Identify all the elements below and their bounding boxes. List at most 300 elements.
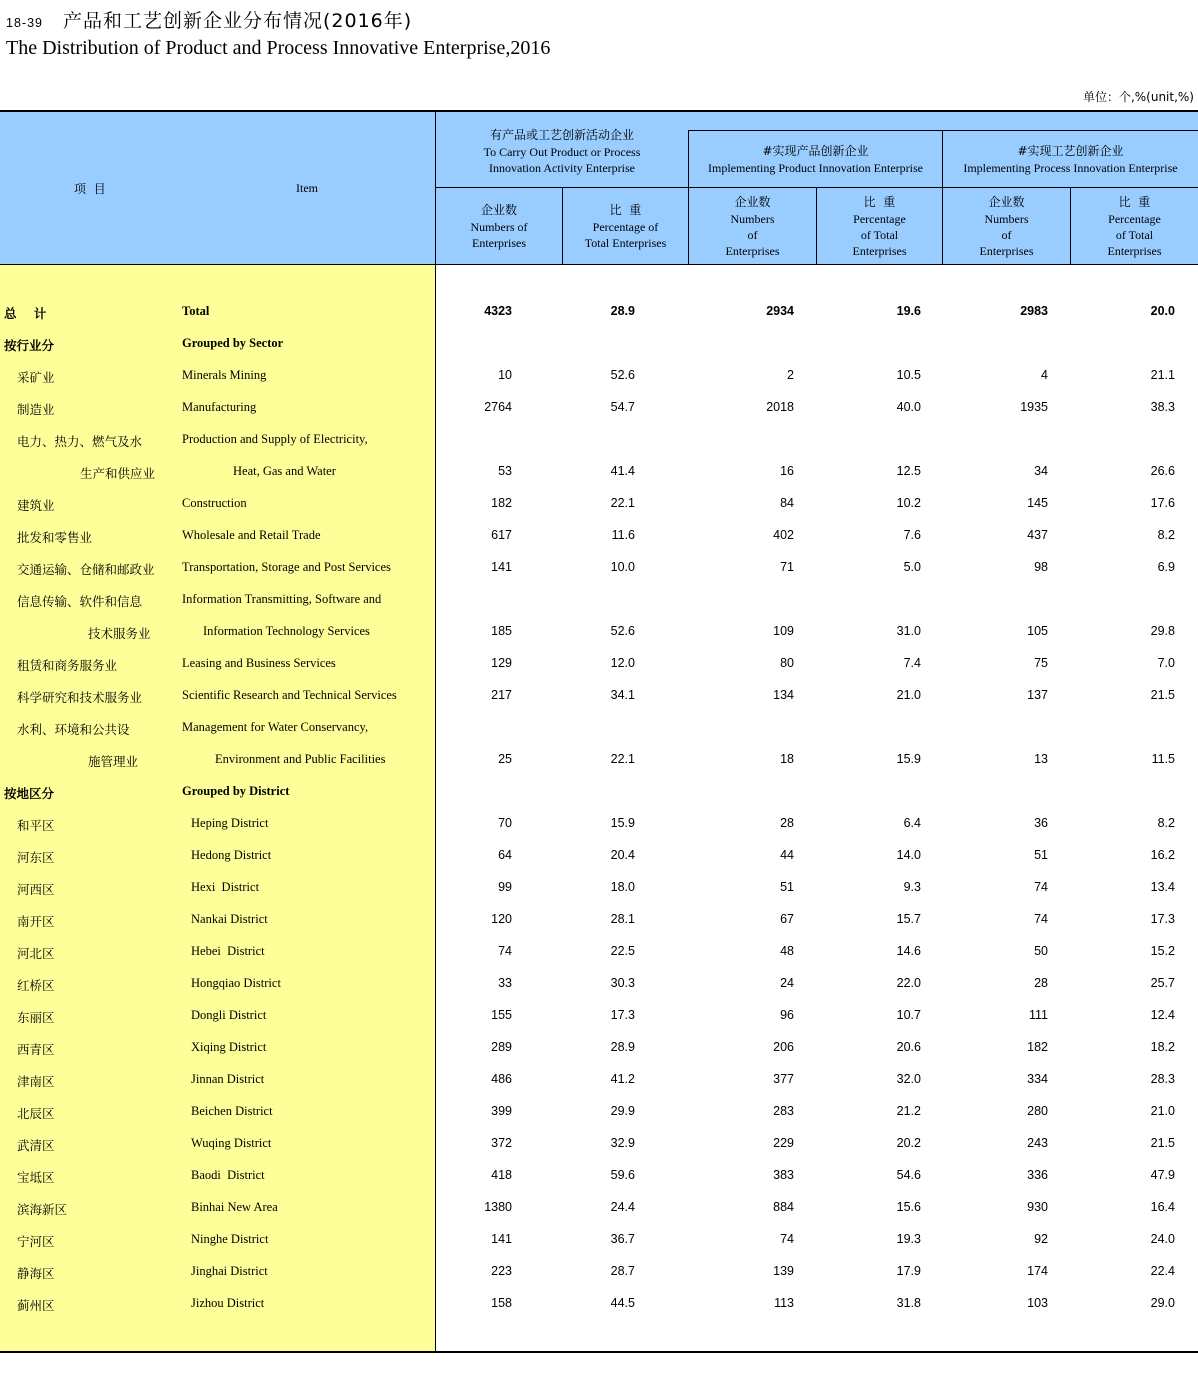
row-label-cn: 东丽区 bbox=[17, 1010, 55, 1025]
row-value-4: 12.5 bbox=[896, 464, 921, 478]
row-value-6: 26.6 bbox=[1150, 464, 1175, 478]
row-value-1: 617 bbox=[491, 528, 512, 542]
row-value-2: 41.4 bbox=[610, 464, 635, 478]
header-c5-en-3: Enterprises bbox=[979, 243, 1034, 258]
row-value-3: 139 bbox=[773, 1264, 794, 1278]
row-label-en: Transportation, Storage and Post Services bbox=[182, 560, 391, 574]
table-row bbox=[0, 776, 1198, 808]
header-divider bbox=[688, 130, 1198, 131]
row-value-1: 418 bbox=[491, 1168, 512, 1182]
header-c1-en-1: Numbers of bbox=[470, 219, 528, 234]
row-label-en: Construction bbox=[182, 496, 247, 510]
row-value-6: 6.9 bbox=[1157, 560, 1175, 574]
row-value-5: 51 bbox=[1034, 848, 1048, 862]
header-group1-en-2: Innovation Activity Enterprise bbox=[489, 160, 635, 175]
row-value-5: 174 bbox=[1027, 1264, 1048, 1278]
header-group1-en-1: To Carry Out Product or Process bbox=[483, 144, 641, 159]
row-value-5: 28 bbox=[1034, 976, 1048, 990]
table-row bbox=[0, 712, 1198, 744]
header-item-area bbox=[0, 112, 436, 265]
row-value-4: 21.0 bbox=[896, 688, 921, 702]
header-c6-cn: 比 重 bbox=[1118, 194, 1151, 209]
row-value-4: 7.6 bbox=[903, 528, 921, 542]
row-value-1: 64 bbox=[498, 848, 512, 862]
row-label-cn: 西青区 bbox=[17, 1042, 55, 1057]
header-col-numbers-2 bbox=[689, 188, 816, 264]
table-row bbox=[0, 1000, 1198, 1032]
header-col-percentage-2 bbox=[817, 188, 942, 264]
row-value-1: 289 bbox=[491, 1040, 512, 1054]
row-label-cn: 按地区分 bbox=[4, 786, 55, 801]
row-value-4: 14.6 bbox=[896, 944, 921, 958]
row-label-en: Leasing and Business Services bbox=[182, 656, 336, 670]
row-value-2: 32.9 bbox=[610, 1136, 635, 1150]
row-value-2: 34.1 bbox=[610, 688, 635, 702]
row-value-6: 11.5 bbox=[1151, 752, 1175, 766]
row-value-1: 53 bbox=[498, 464, 512, 478]
table-row bbox=[0, 1128, 1198, 1160]
row-value-5: 137 bbox=[1027, 688, 1048, 702]
row-value-6: 38.3 bbox=[1150, 400, 1175, 414]
table-row bbox=[0, 680, 1198, 712]
row-label-cn: 水利、环境和公共设 bbox=[17, 722, 130, 737]
row-value-2: 44.5 bbox=[610, 1296, 635, 1310]
row-value-6: 8.2 bbox=[1157, 528, 1175, 542]
row-value-1: 70 bbox=[498, 816, 512, 830]
row-value-2: 29.9 bbox=[610, 1104, 635, 1118]
row-value-4: 17.9 bbox=[896, 1264, 921, 1278]
row-value-6: 47.9 bbox=[1150, 1168, 1175, 1182]
row-value-2: 10.0 bbox=[610, 560, 635, 574]
row-label-cn: 北辰区 bbox=[17, 1106, 55, 1121]
row-value-4: 31.8 bbox=[896, 1296, 921, 1310]
row-label-cn: 总 计 bbox=[4, 306, 47, 321]
header-item-en: Item bbox=[296, 181, 318, 195]
row-value-3: 206 bbox=[773, 1040, 794, 1054]
table-row bbox=[0, 1256, 1198, 1288]
row-value-5: 13 bbox=[1034, 752, 1048, 766]
row-label-en: Ninghe District bbox=[191, 1232, 269, 1246]
table-row bbox=[0, 552, 1198, 584]
row-label-cn: 宁河区 bbox=[17, 1234, 55, 1249]
header-c5-en-2: of bbox=[1001, 227, 1012, 242]
row-value-3: 2934 bbox=[766, 304, 794, 318]
header-group-innovation-activity bbox=[436, 116, 688, 186]
row-value-1: 182 bbox=[491, 496, 512, 510]
row-label-en: Hedong District bbox=[191, 848, 272, 862]
row-value-2: 28.7 bbox=[610, 1264, 635, 1278]
row-label-cn: 技术服务业 bbox=[88, 626, 151, 641]
row-value-2: 11.6 bbox=[611, 528, 635, 542]
row-value-1: 33 bbox=[498, 976, 512, 990]
table-row bbox=[0, 1064, 1198, 1096]
row-label-en: Environment and Public Facilities bbox=[215, 752, 386, 766]
row-value-1: 223 bbox=[491, 1264, 512, 1278]
row-value-3: 80 bbox=[780, 656, 794, 670]
header-c1-en-2: Enterprises bbox=[472, 235, 526, 250]
row-label-cn: 河东区 bbox=[17, 850, 55, 865]
row-label-cn: 制造业 bbox=[17, 402, 55, 417]
row-label-en: Binhai New Area bbox=[191, 1200, 278, 1214]
table-row bbox=[0, 488, 1198, 520]
row-value-6: 13.4 bbox=[1150, 880, 1175, 894]
row-value-3: 134 bbox=[773, 688, 794, 702]
unit-label: 单位：个,%(unit,%) bbox=[1082, 90, 1194, 104]
row-value-3: 229 bbox=[773, 1136, 794, 1150]
table-title-cn bbox=[6, 6, 412, 33]
header-c4-en-1: Percentage bbox=[853, 211, 906, 226]
row-value-4: 32.0 bbox=[896, 1072, 921, 1086]
table-row bbox=[0, 456, 1198, 488]
row-value-5: 2983 bbox=[1020, 304, 1048, 318]
row-value-6: 17.3 bbox=[1150, 912, 1175, 926]
row-value-6: 21.1 bbox=[1150, 368, 1175, 382]
row-value-5: 4 bbox=[1041, 368, 1048, 382]
row-value-3: 67 bbox=[780, 912, 794, 926]
row-value-5: 182 bbox=[1027, 1040, 1048, 1054]
row-value-4: 21.2 bbox=[896, 1104, 921, 1118]
row-value-5: 103 bbox=[1027, 1296, 1048, 1310]
row-label-cn: 采矿业 bbox=[17, 370, 55, 385]
row-value-2: 22.1 bbox=[610, 752, 635, 766]
row-label-cn: 红桥区 bbox=[17, 978, 55, 993]
header-c6-en-2: of Total bbox=[1115, 227, 1154, 242]
row-value-1: 141 bbox=[491, 1232, 512, 1246]
row-label-en: Jinnan District bbox=[191, 1072, 265, 1086]
row-value-1: 155 bbox=[491, 1008, 512, 1022]
row-value-5: 34 bbox=[1034, 464, 1048, 478]
row-value-4: 10.7 bbox=[896, 1008, 921, 1022]
row-value-4: 15.6 bbox=[896, 1200, 921, 1214]
row-value-1: 158 bbox=[491, 1296, 512, 1310]
row-value-3: 96 bbox=[780, 1008, 794, 1022]
row-value-1: 2764 bbox=[484, 400, 512, 414]
header-c3-en-1: Numbers bbox=[730, 211, 775, 226]
row-value-6: 12.4 bbox=[1150, 1008, 1175, 1022]
row-label-en: Heping District bbox=[191, 816, 269, 830]
header-columns-area bbox=[436, 112, 1198, 265]
row-value-4: 20.2 bbox=[896, 1136, 921, 1150]
row-value-2: 18.0 bbox=[610, 880, 635, 894]
row-value-4: 54.6 bbox=[896, 1168, 921, 1182]
row-label-en: Production and Supply of Electricity, bbox=[182, 432, 368, 446]
row-label-en: Dongli District bbox=[191, 1008, 267, 1022]
row-label-cn: 宝坻区 bbox=[17, 1170, 55, 1185]
row-value-5: 280 bbox=[1027, 1104, 1048, 1118]
row-value-3: 74 bbox=[780, 1232, 794, 1246]
header-group1-cn: 有产品或工艺创新活动企业 bbox=[489, 127, 634, 142]
row-label-en: Grouped by Sector bbox=[182, 336, 284, 350]
row-value-1: 10 bbox=[498, 368, 512, 382]
row-value-3: 24 bbox=[780, 976, 794, 990]
row-value-5: 74 bbox=[1034, 880, 1048, 894]
row-label-cn: 建筑业 bbox=[17, 498, 55, 513]
row-value-1: 1380 bbox=[484, 1200, 512, 1214]
row-value-4: 5.0 bbox=[903, 560, 921, 574]
row-label-cn: 河西区 bbox=[17, 882, 55, 897]
row-value-2: 15.9 bbox=[610, 816, 635, 830]
table-row bbox=[0, 1160, 1198, 1192]
row-value-2: 59.6 bbox=[610, 1168, 635, 1182]
row-value-3: 18 bbox=[780, 752, 794, 766]
row-value-6: 25.7 bbox=[1150, 976, 1175, 990]
row-value-2: 28.9 bbox=[610, 1040, 635, 1054]
table-row bbox=[0, 584, 1198, 616]
row-label-cn: 和平区 bbox=[17, 818, 55, 833]
row-value-6: 21.0 bbox=[1150, 1104, 1175, 1118]
row-value-1: 399 bbox=[491, 1104, 512, 1118]
row-value-2: 22.5 bbox=[610, 944, 635, 958]
row-value-2: 17.3 bbox=[610, 1008, 635, 1022]
row-value-6: 7.0 bbox=[1157, 656, 1175, 670]
row-value-4: 19.3 bbox=[896, 1232, 921, 1246]
row-value-6: 21.5 bbox=[1150, 688, 1175, 702]
row-label-en: Jinghai District bbox=[191, 1264, 268, 1278]
row-value-1: 217 bbox=[491, 688, 512, 702]
row-value-2: 28.9 bbox=[610, 304, 635, 318]
header-c5-cn: 企业数 bbox=[988, 194, 1025, 209]
row-value-6: 24.0 bbox=[1150, 1232, 1175, 1246]
row-value-3: 16 bbox=[780, 464, 794, 478]
row-label-en: Information Transmitting, Software and bbox=[182, 592, 382, 606]
table-row bbox=[0, 328, 1198, 360]
row-value-5: 98 bbox=[1034, 560, 1048, 574]
row-value-5: 437 bbox=[1027, 528, 1048, 542]
row-label-cn: 批发和零售业 bbox=[17, 530, 93, 545]
row-value-6: 20.0 bbox=[1150, 304, 1175, 318]
row-value-3: 2 bbox=[787, 368, 794, 382]
table-row bbox=[0, 1032, 1198, 1064]
table-row bbox=[0, 744, 1198, 776]
row-value-3: 113 bbox=[774, 1296, 794, 1310]
row-label-en: Nankai District bbox=[191, 912, 268, 926]
row-value-2: 22.1 bbox=[610, 496, 635, 510]
header-c2-en-2: Total Enterprises bbox=[584, 235, 667, 250]
row-label-en: Manufacturing bbox=[182, 400, 257, 414]
row-label-cn: 津南区 bbox=[17, 1074, 55, 1089]
row-value-1: 120 bbox=[491, 912, 512, 926]
row-value-4: 40.0 bbox=[896, 400, 921, 414]
header-c4-en-2: of Total bbox=[860, 227, 899, 242]
row-value-1: 74 bbox=[498, 944, 512, 958]
row-value-5: 243 bbox=[1027, 1136, 1048, 1150]
row-label-en: Management for Water Conservancy, bbox=[182, 720, 369, 734]
row-value-4: 19.6 bbox=[896, 304, 921, 318]
row-label-cn: 租赁和商务服务业 bbox=[17, 658, 118, 673]
row-value-3: 48 bbox=[780, 944, 794, 958]
table-row bbox=[0, 872, 1198, 904]
row-label-cn: 电力、热力、燃气及水 bbox=[17, 434, 143, 449]
row-label-cn: 静海区 bbox=[17, 1266, 55, 1281]
row-value-2: 52.6 bbox=[610, 368, 635, 382]
row-value-2: 52.6 bbox=[610, 624, 635, 638]
row-value-3: 402 bbox=[773, 528, 794, 542]
header-group-product-innovation bbox=[689, 132, 942, 187]
row-value-6: 17.6 bbox=[1150, 496, 1175, 510]
row-value-4: 22.0 bbox=[896, 976, 921, 990]
table-row bbox=[0, 616, 1198, 648]
row-value-5: 50 bbox=[1034, 944, 1048, 958]
row-label-en: Wuqing District bbox=[191, 1136, 272, 1150]
row-value-4: 20.6 bbox=[896, 1040, 921, 1054]
row-value-1: 141 bbox=[491, 560, 512, 574]
row-value-4: 31.0 bbox=[896, 624, 921, 638]
table-row bbox=[0, 392, 1198, 424]
row-value-6: 28.3 bbox=[1150, 1072, 1175, 1086]
row-value-3: 28 bbox=[780, 816, 794, 830]
row-value-5: 36 bbox=[1034, 816, 1048, 830]
row-label-en: Hexi District bbox=[191, 880, 260, 894]
row-label-en: Wholesale and Retail Trade bbox=[182, 528, 321, 542]
row-value-6: 16.4 bbox=[1150, 1200, 1175, 1214]
header-c1-cn: 企业数 bbox=[480, 202, 517, 217]
row-label-cn: 交通运输、仓储和邮政业 bbox=[17, 562, 155, 577]
table-row bbox=[0, 1192, 1198, 1224]
row-label-en: Baodi District bbox=[191, 1168, 265, 1182]
row-label-en: Heat, Gas and Water bbox=[233, 464, 336, 478]
row-value-2: 20.4 bbox=[610, 848, 635, 862]
header-c4-cn: 比 重 bbox=[863, 194, 896, 209]
row-label-en: Minerals Mining bbox=[182, 368, 267, 382]
row-label-en: Scientific Research and Technical Services bbox=[182, 688, 397, 702]
header-col-percentage-1 bbox=[563, 188, 688, 264]
row-value-2: 24.4 bbox=[610, 1200, 635, 1214]
header-item-cn: 项 目 bbox=[74, 182, 106, 196]
table-number: 18-39 bbox=[6, 16, 43, 30]
row-value-4: 6.4 bbox=[903, 816, 921, 830]
row-value-1: 99 bbox=[498, 880, 512, 894]
table-title-en: The Distribution of Product and Process Innovative Enterprise,2016 bbox=[6, 37, 551, 59]
row-value-6: 8.2 bbox=[1157, 816, 1175, 830]
header-group2-en: Implementing Product Innovation Enterprise bbox=[708, 161, 923, 175]
table-row bbox=[0, 360, 1198, 392]
table-row bbox=[0, 1288, 1198, 1320]
row-value-2: 12.0 bbox=[610, 656, 635, 670]
row-value-3: 51 bbox=[780, 880, 794, 894]
row-value-3: 71 bbox=[780, 560, 794, 574]
row-label-en: Grouped by District bbox=[182, 784, 290, 798]
row-label-cn: 河北区 bbox=[17, 946, 55, 961]
row-value-1: 4323 bbox=[484, 304, 512, 318]
bottom-rule bbox=[0, 1351, 1198, 1353]
row-value-4: 15.9 bbox=[896, 752, 921, 766]
row-value-5: 1935 bbox=[1020, 400, 1048, 414]
row-label-en: Beichen District bbox=[191, 1104, 273, 1118]
row-label-cn: 生产和供应业 bbox=[80, 466, 156, 481]
row-value-5: 334 bbox=[1027, 1072, 1048, 1086]
row-label-en: Total bbox=[182, 304, 210, 318]
row-label-cn: 按行业分 bbox=[4, 338, 55, 353]
table-row bbox=[0, 520, 1198, 552]
row-value-1: 486 bbox=[491, 1072, 512, 1086]
table-row bbox=[0, 1224, 1198, 1256]
table-row bbox=[0, 840, 1198, 872]
header-c5-en-1: Numbers bbox=[984, 211, 1029, 226]
row-value-3: 884 bbox=[773, 1200, 794, 1214]
row-value-5: 105 bbox=[1027, 624, 1048, 638]
row-value-4: 15.7 bbox=[896, 912, 921, 926]
row-value-3: 44 bbox=[780, 848, 794, 862]
table-row bbox=[0, 1096, 1198, 1128]
table-row bbox=[0, 648, 1198, 680]
row-label-cn: 施管理业 bbox=[88, 754, 139, 769]
row-value-6: 15.2 bbox=[1150, 944, 1175, 958]
row-value-1: 185 bbox=[491, 624, 512, 638]
row-value-2: 54.7 bbox=[610, 400, 635, 414]
header-c3-en-2: of bbox=[747, 227, 758, 242]
row-value-3: 283 bbox=[773, 1104, 794, 1118]
row-label-en: Xiqing District bbox=[191, 1040, 267, 1054]
row-value-3: 383 bbox=[773, 1168, 794, 1182]
row-value-2: 41.2 bbox=[610, 1072, 635, 1086]
row-value-5: 145 bbox=[1027, 496, 1048, 510]
row-value-4: 7.4 bbox=[903, 656, 921, 670]
row-label-en: Information Technology Services bbox=[203, 624, 370, 638]
header-col-numbers-3 bbox=[943, 188, 1070, 264]
row-value-6: 29.8 bbox=[1150, 624, 1175, 638]
table-row bbox=[0, 296, 1198, 328]
row-label-cn: 滨海新区 bbox=[17, 1202, 68, 1217]
row-label-cn: 武清区 bbox=[17, 1138, 55, 1153]
row-value-5: 111 bbox=[1028, 1008, 1048, 1022]
row-value-5: 92 bbox=[1034, 1232, 1048, 1246]
header-col-numbers-1 bbox=[436, 188, 562, 264]
row-value-1: 372 bbox=[491, 1136, 512, 1150]
row-value-3: 377 bbox=[773, 1072, 794, 1086]
row-value-5: 74 bbox=[1034, 912, 1048, 926]
header-group3-cn: #实现工艺创新企业 bbox=[1017, 144, 1124, 158]
header-group-process-innovation bbox=[943, 132, 1198, 187]
header-c3-en-3: Enterprises bbox=[725, 243, 780, 258]
row-value-6: 18.2 bbox=[1150, 1040, 1175, 1054]
row-value-3: 84 bbox=[780, 496, 794, 510]
table-row bbox=[0, 904, 1198, 936]
row-value-2: 30.3 bbox=[610, 976, 635, 990]
row-value-3: 2018 bbox=[766, 400, 794, 414]
row-label-en: Hebei District bbox=[191, 944, 265, 958]
row-value-6: 22.4 bbox=[1150, 1264, 1175, 1278]
table-title-cn-text: 产品和工艺创新企业分布情况(2016年) bbox=[62, 10, 413, 32]
row-value-1: 129 bbox=[491, 656, 512, 670]
row-value-4: 10.5 bbox=[896, 368, 921, 382]
table-row bbox=[0, 968, 1198, 1000]
table-row bbox=[0, 936, 1198, 968]
header-c6-en-3: Enterprises bbox=[1107, 243, 1162, 258]
row-value-6: 29.0 bbox=[1150, 1296, 1175, 1310]
row-value-4: 10.2 bbox=[896, 496, 921, 510]
row-label-en: Hongqiao District bbox=[191, 976, 281, 990]
row-label-cn: 科学研究和技术服务业 bbox=[17, 690, 143, 705]
row-value-2: 28.1 bbox=[610, 912, 635, 926]
row-label-cn: 信息传输、软件和信息 bbox=[17, 594, 143, 609]
header-c2-cn: 比 重 bbox=[609, 202, 642, 217]
header-c2-en-1: Percentage of bbox=[592, 219, 659, 234]
header-col-percentage-3 bbox=[1071, 188, 1198, 264]
row-value-5: 930 bbox=[1027, 1200, 1048, 1214]
row-value-5: 75 bbox=[1034, 656, 1048, 670]
row-value-3: 109 bbox=[773, 624, 794, 638]
table-row bbox=[0, 808, 1198, 840]
header-c4-en-3: Enterprises bbox=[852, 243, 907, 258]
row-label-cn: 蓟州区 bbox=[17, 1298, 55, 1313]
header-group3-en: Implementing Process Innovation Enterprise bbox=[963, 161, 1178, 175]
row-value-5: 336 bbox=[1027, 1168, 1048, 1182]
row-label-en: Jizhou District bbox=[191, 1296, 265, 1310]
row-value-6: 16.2 bbox=[1150, 848, 1175, 862]
row-value-4: 14.0 bbox=[896, 848, 921, 862]
header-c6-en-1: Percentage bbox=[1108, 211, 1161, 226]
row-value-1: 25 bbox=[498, 752, 512, 766]
